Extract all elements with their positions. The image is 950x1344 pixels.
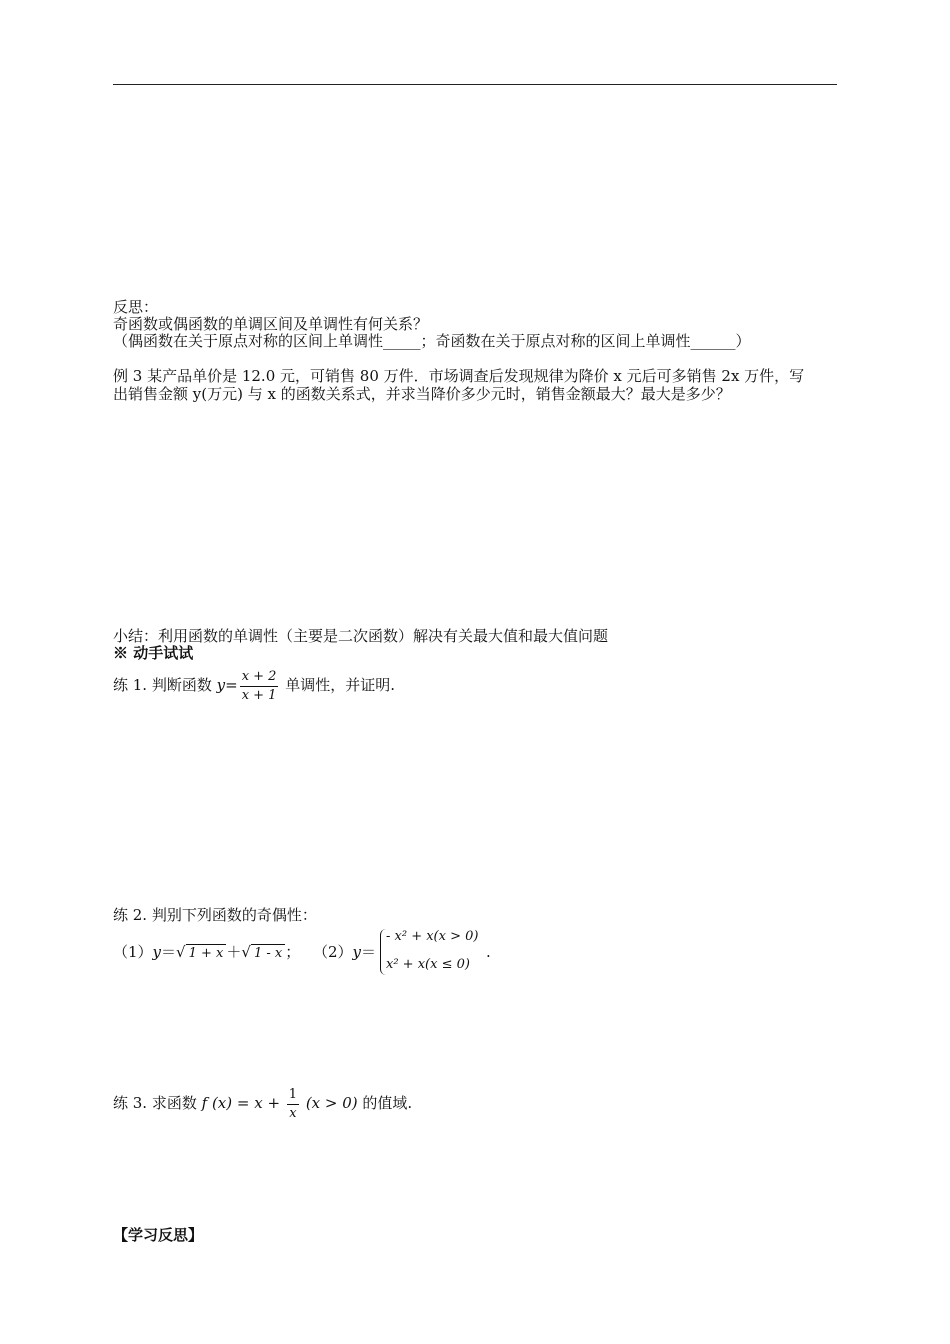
footer-heading: 【学习反思】 xyxy=(113,1226,204,1244)
ex3-suffix: 的值域. xyxy=(362,1094,413,1112)
reflection-title: 反思： xyxy=(113,298,159,316)
ex3-fraction xyxy=(287,1086,299,1123)
ex2-end: . xyxy=(486,943,491,961)
ex2-part2 xyxy=(313,943,376,961)
ex2-title: 练 2. 判别下列函数的奇偶性： xyxy=(113,906,317,924)
header-rule xyxy=(113,84,837,85)
summary: 小结：利用函数的单调性（主要是二次函数）解决有关最大值和最大值问题 xyxy=(113,627,609,645)
ex2-case2: x² + x(x ≤ 0) xyxy=(386,957,470,972)
ex2-part2-label: （2） xyxy=(313,943,353,961)
ex1-numerator: x + 2 xyxy=(240,668,279,687)
exercise-3 xyxy=(113,1084,412,1123)
ex2-y2: y xyxy=(352,943,362,961)
ex1-suffix: 单调性，并证明. xyxy=(280,676,395,694)
ex3-denominator: x xyxy=(289,1105,297,1121)
reflection-hint: （偶函数在关于原点对称的区间上单调性_____；奇函数在关于原点对称的区间上单调性______） xyxy=(113,332,751,350)
ex2-sqrt1: 1 + x xyxy=(186,944,227,962)
ex3-cond: (x > 0) xyxy=(301,1094,363,1112)
example3-line2: 出销售金额 y(万元) 与 x 的函数关系式，并求当降价多少元时，销售金额最大？最大是多少？ xyxy=(113,385,731,403)
ex3-prefix: 练 3. 求函数 xyxy=(113,1094,202,1112)
ex2-sqrt2: 1 - x xyxy=(251,944,285,962)
ex1-fraction xyxy=(240,668,279,705)
ex3-fx: f (x) = x + xyxy=(201,1094,285,1112)
reflection-question: 奇函数或偶函数的单调区间及单调性有何关系？ xyxy=(113,315,429,333)
sqrt-sign-icon: √ xyxy=(176,943,186,961)
ex2-sep: ； xyxy=(285,943,301,961)
exercise-1 xyxy=(113,666,395,705)
ex1-prefix: 练 1. 判断函数 xyxy=(113,676,217,694)
ex1-eq: = xyxy=(225,676,238,694)
ex2-part1 xyxy=(113,943,300,962)
ex1-denominator: x + 1 xyxy=(241,687,277,703)
ex2-y1: y xyxy=(152,943,162,961)
sqrt-sign-icon: √ xyxy=(241,943,251,961)
ex2-case1: - x² + x(x > 0) xyxy=(386,929,479,944)
section-heading: ※ 动手试试 xyxy=(113,644,194,662)
example3-line1: 例 3 某产品单价是 12.0 元，可销售 80 万件．市场调查后发现规律为降价 x 元后可多销售 2x 万件，写 xyxy=(113,367,805,385)
ex3-numerator: 1 xyxy=(287,1086,299,1105)
ex1-y: y xyxy=(216,676,226,694)
ex2-eq2: ＝ xyxy=(361,943,377,961)
ex2-part1-label: （1） xyxy=(113,943,153,961)
ex2-plus: ＋ xyxy=(226,943,242,961)
ex2-eq1: ＝ xyxy=(161,943,177,961)
